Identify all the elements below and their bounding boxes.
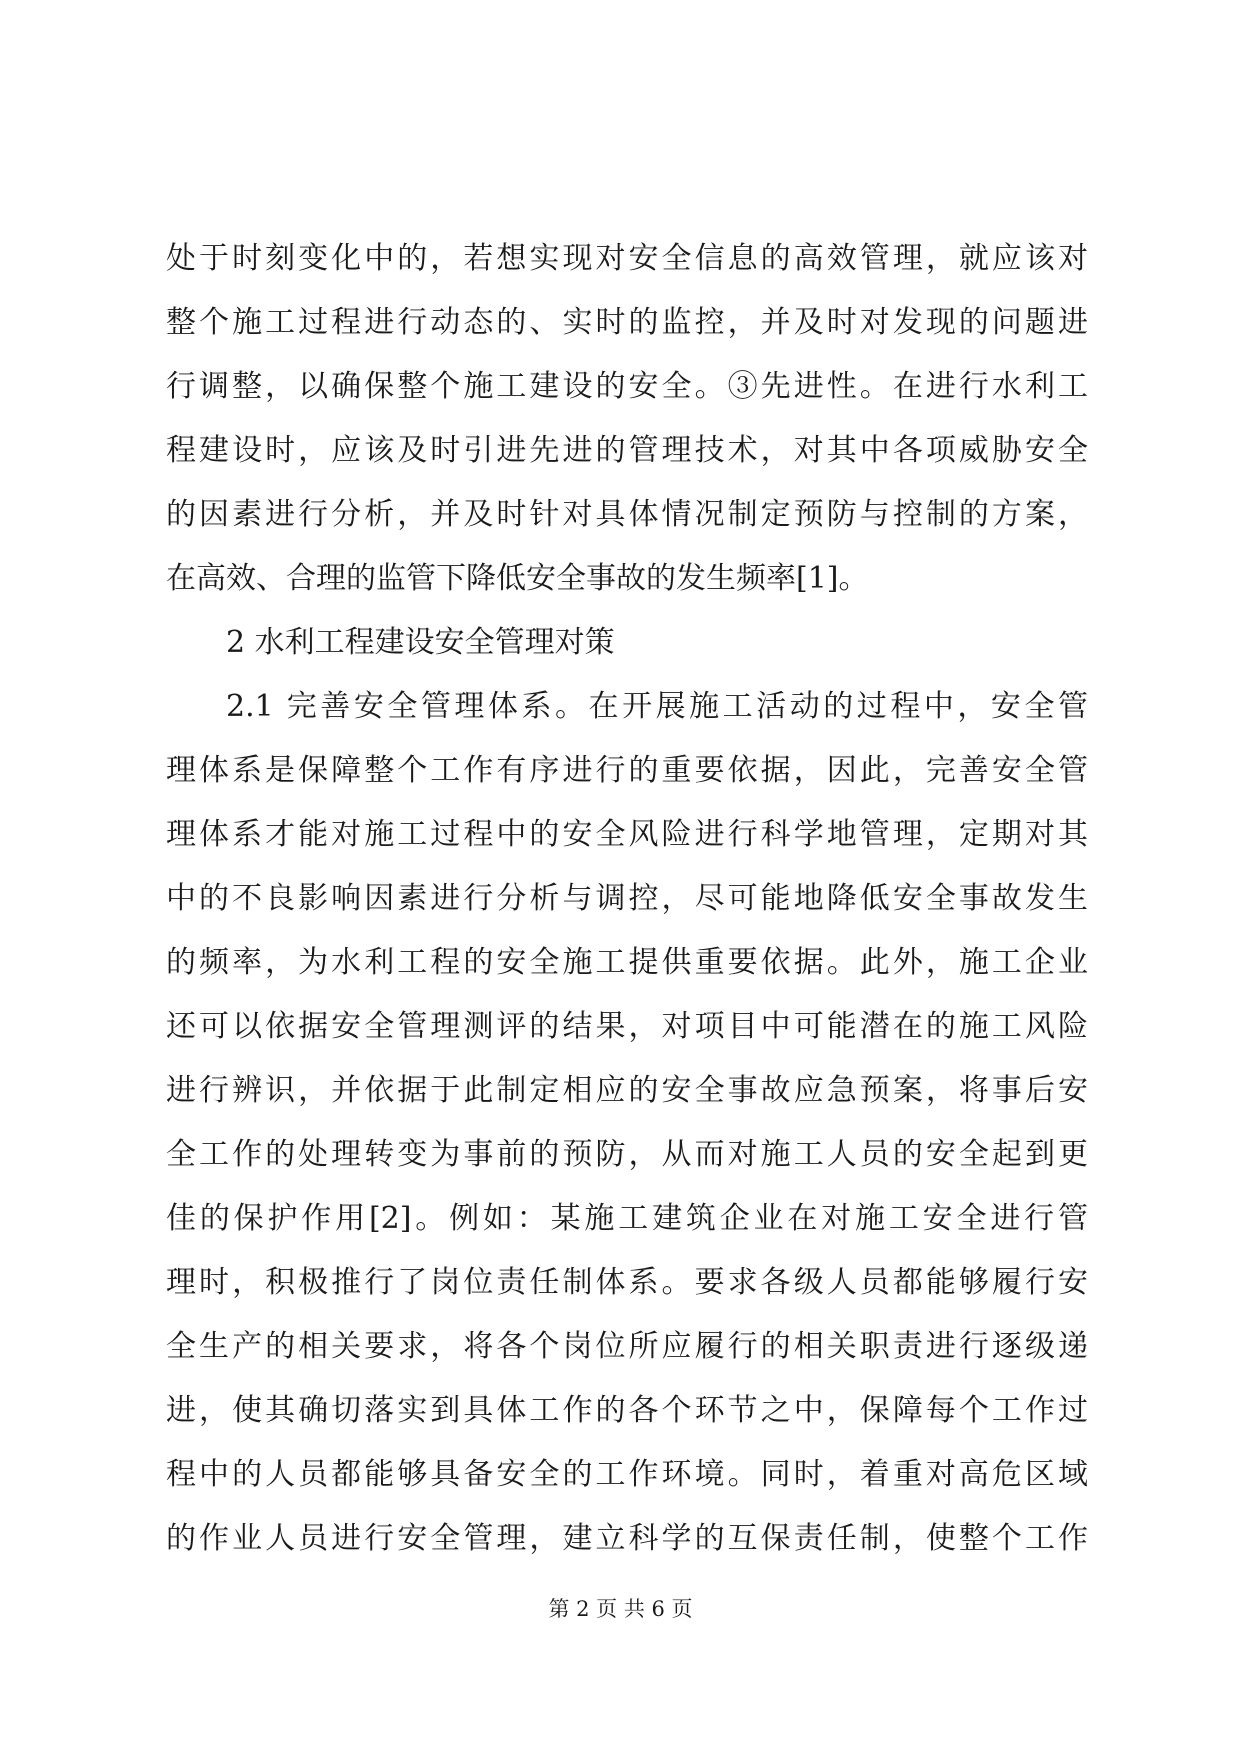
text-line: 进，使其确切落实到具体工作的各个环节之中，保障每个工作过 xyxy=(166,1393,1088,1428)
text-line: 2.1 完善安全管理体系。在开展施工活动的过程中，安全管 xyxy=(226,689,1088,724)
text-line: 理体系才能对施工过程中的安全风险进行科学地管理，定期对其 xyxy=(166,817,1088,852)
text-line: 理体系是保障整个工作有序进行的重要依据，因此，完善安全管 xyxy=(166,753,1088,788)
text-line: 中的不良影响因素进行分析与调控，尽可能地降低安全事故发生 xyxy=(166,881,1088,916)
text-line: 还可以依据安全管理测评的结果，对项目中可能潜在的施工风险 xyxy=(166,1009,1088,1044)
text-line: 程建设时，应该及时引进先进的管理技术，对其中各项威胁安全 xyxy=(166,433,1088,468)
text-line: 理时，积极推行了岗位责任制体系。要求各级人员都能够履行安 xyxy=(166,1265,1088,1300)
text-line: 的作业人员进行安全管理，建立科学的互保责任制，使整个工作 xyxy=(166,1521,1088,1556)
text-line: 程中的人员都能够具备安全的工作环境。同时，着重对高危区域 xyxy=(166,1457,1088,1492)
text-line: 整个施工过程进行动态的、实时的监控，并及时对发现的问题进 xyxy=(166,305,1088,340)
body-text xyxy=(166,227,1088,1571)
text-line: 进行辨识，并依据于此制定相应的安全事故应急预案，将事后安 xyxy=(166,1073,1088,1108)
text-line: 行调整，以确保整个施工建设的安全。③先进性。在进行水利工 xyxy=(166,369,1088,404)
text-line: 的因素进行分析，并及时针对具体情况制定预防与控制的方案， xyxy=(166,497,1088,532)
section-heading xyxy=(166,611,1088,675)
text-line: 在高效、合理的监管下降低安全事故的发生频率[1]。 xyxy=(166,561,869,596)
text-line: 的频率，为水利工程的安全施工提供重要依据。此外，施工企业 xyxy=(166,945,1088,980)
text-line: 佳的保护作用[2]。例如：某施工建筑企业在对施工安全进行管 xyxy=(166,1201,1088,1236)
heading-line: 2 水利工程建设安全管理对策 xyxy=(226,625,615,660)
paragraph-2 xyxy=(166,675,1088,1571)
text-line: 全工作的处理转变为事前的预防，从而对施工人员的安全起到更 xyxy=(166,1137,1088,1172)
text-line: 处于时刻变化中的，若想实现对安全信息的高效管理，就应该对 xyxy=(166,241,1088,276)
page-footer: 第 2 页 共 6 页 xyxy=(548,1597,693,1621)
text-line: 全生产的相关要求，将各个岗位所应履行的相关职责进行逐级递 xyxy=(166,1329,1088,1364)
paragraph-1 xyxy=(166,227,1088,611)
